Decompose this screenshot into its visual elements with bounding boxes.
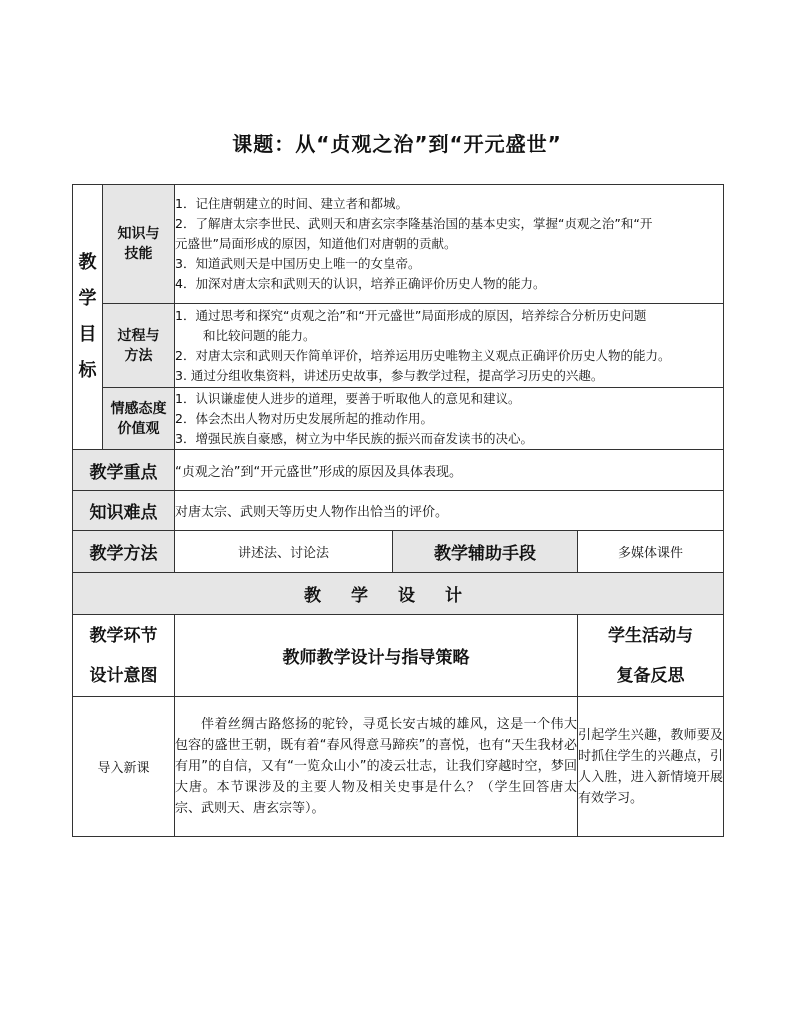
process-goals [175, 304, 724, 388]
objective-row-process [73, 304, 724, 388]
knowledge-goals [175, 185, 724, 304]
values-label: 情感态度 价值观 [103, 388, 175, 450]
difficulty-label: 知识难点 [73, 491, 175, 531]
difficulty-text: 对唐太宗、武则天等历史人物作出恰当的评价。 [175, 491, 724, 531]
goal-item: 1．通过思考和探究“贞观之治”和“开元盛世”局面形成的原因，培养综合分析历史问题 [175, 307, 647, 323]
objectives-label-char: 教 [78, 252, 97, 273]
goal-item: 2．了解唐太宗李世民、武则天和唐玄宗李隆基治国的基本史实，掌握“贞观之治”和“开 [175, 216, 653, 231]
objectives-label [73, 185, 103, 450]
goal-item: 3．增强民族自豪感，树立为中华民族的振兴而奋发读书的决心。 [175, 430, 533, 446]
key-point-row [73, 450, 724, 491]
intro-row [73, 697, 724, 837]
difficulty-row [73, 491, 724, 531]
lesson-plan-table [72, 184, 724, 837]
stage-intent-header: 教学环节 设计意图 [73, 615, 175, 697]
goal-item: 元盛世”局面形成的原因，知道他们对唐朝的贡献。 [175, 236, 457, 251]
objective-row-knowledge [73, 185, 724, 304]
knowledge-label: 知识与 技能 [103, 185, 175, 304]
aids-label: 教学辅助手段 [393, 531, 578, 573]
goal-item: 1．记住唐朝建立的时间、建立者和都城。 [175, 196, 408, 211]
design-header: 教学设计 [73, 573, 724, 615]
aids-value: 多媒体课件 [578, 531, 724, 573]
key-point-text: “贞观之治”到“开元盛世”形成的原因及具体表现。 [175, 450, 724, 491]
goal-item: 2．体会杰出人物对历史发展所起的推动作用。 [175, 410, 433, 426]
methods-value: 讲述法、讨论法 [175, 531, 393, 573]
key-point-label: 教学重点 [73, 450, 175, 491]
student-activity-header: 学生活动与 复备反思 [578, 615, 724, 697]
objectives-label-char: 学 [78, 288, 97, 309]
objectives-label-char: 目 [78, 324, 97, 345]
process-label: 过程与 方法 [103, 304, 175, 388]
intro-stage: 导入新课 [73, 697, 175, 837]
goal-item: 3. 通过分组收集资料，讲述历史故事，参与教学过程，提高学习历史的兴趣。 [175, 367, 604, 383]
objectives-label-char: 标 [78, 360, 97, 381]
intro-reflection: 引起学生兴趣，教师要及时抓住学生的兴趣点，引人入胜，进入新情境开展有效学习。 [578, 697, 724, 837]
goal-item: 2．对唐太宗和武则天作简单评价，培养运用历史唯物主义观点正确评价历史人物的能力。 [175, 347, 671, 363]
goal-item: 1．认识谦虚使人进步的道理，要善于听取他人的意见和建议。 [175, 390, 521, 406]
values-goals [175, 388, 724, 450]
design-header-row [73, 573, 724, 615]
lesson-title: 课题：从“贞观之治”到“开元盛世” [232, 132, 562, 156]
goal-item: 3．知道武则天是中国历史上唯一的女皇帝。 [175, 256, 421, 271]
goal-item: 4．加深对唐太宗和武则天的认识，培养正确评价历史人物的能力。 [175, 276, 546, 291]
goal-item: 和比较问题的能力。 [203, 327, 316, 343]
objective-row-values [73, 388, 724, 450]
methods-label: 教学方法 [73, 531, 175, 573]
design-columns-row [73, 615, 724, 697]
teacher-strategy-header: 教师教学设计与指导策略 [175, 615, 578, 697]
methods-row [73, 531, 724, 573]
intro-text: 伴着丝绸古路悠扬的驼铃，寻觅长安古城的雄风，这是一个伟大包容的盛世王朝，既有着“春风得意马蹄疾”的喜悦，也有“天生我材必有用”的自信，又有“一览众山小”的凌云壮志，让我们穿越时空，梦回大唐。本节课涉及的主要人物及相关史事是什么？（学生回答唐太宗、武则天、唐玄宗等）。 [175, 697, 578, 837]
